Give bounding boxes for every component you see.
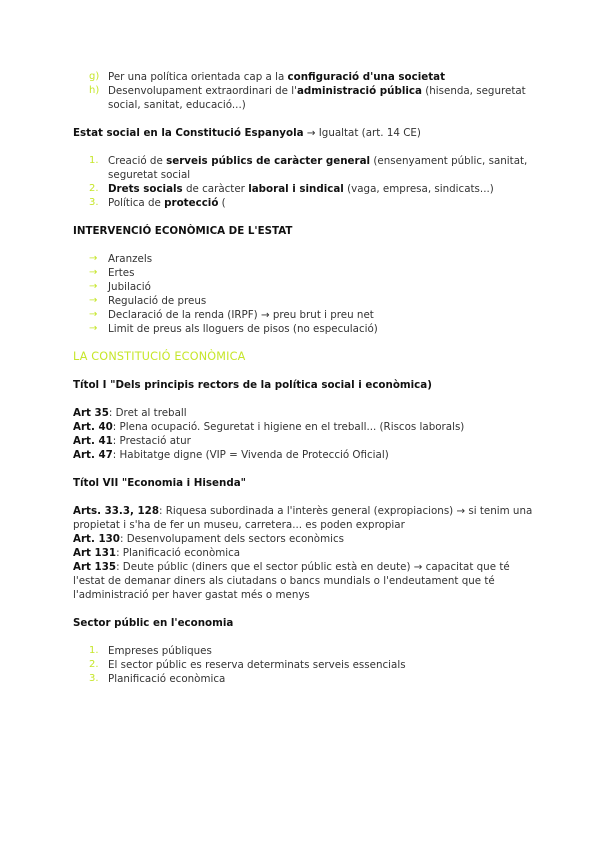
article-text: : Plena ocupació. Seguretat i higiene en el treball... (Riscos laborals) — [112, 421, 465, 433]
titol-1-heading: Títol I "Dels principis rectors de la política social i econòmica) — [73, 379, 432, 391]
article-text: : Dret al treball — [108, 407, 187, 419]
article-label: Art 131 — [73, 547, 117, 559]
article-line — [73, 560, 533, 602]
article-line — [73, 448, 533, 462]
arrow-right-icon: → — [89, 295, 98, 306]
list-text: El sector públic es reserva determinats serveis essencials — [108, 659, 406, 671]
arrow-right-icon: → — [89, 281, 98, 292]
list-estat-social — [73, 154, 533, 210]
article-label: Art. 130 — [73, 533, 120, 545]
article-text: : Desenvolupament dels sectors econòmics — [119, 533, 345, 545]
list-bold: Drets socials — [108, 183, 183, 195]
list-item — [73, 70, 533, 84]
titol-7-heading: Títol VII "Economia i Hisenda" — [73, 477, 247, 489]
list-item — [73, 658, 533, 672]
article-text: : Riquesa subordinada a l'interès general (expropiacions) → si tenim una propietat i s'ha de fer un museu, carretera... es poden expropiar — [73, 505, 533, 531]
arrow-right-icon: → — [89, 309, 98, 320]
article-line — [73, 420, 533, 434]
list-item — [73, 644, 533, 658]
list-rest: ( — [218, 197, 226, 209]
list-text: Regulació de preus — [108, 295, 207, 307]
list-bold-2: laboral i sindical — [248, 183, 344, 195]
list-text: Aranzels — [108, 253, 153, 265]
list-text: Jubilació — [108, 281, 151, 293]
article-label: Art. 47 — [73, 449, 113, 461]
list-marker: h) — [89, 85, 100, 96]
constitucio-title: LA CONSTITUCIÓ ECONÒMICA — [73, 350, 246, 363]
list-text: Limit de preus als lloguers de pisos (no especulació) — [108, 323, 378, 335]
article-label: Art. 40 — [73, 421, 113, 433]
estat-social-heading: Estat social en la Constitució Espanyola — [73, 127, 304, 139]
article-line — [73, 504, 533, 532]
list-marker: 2. — [89, 659, 99, 670]
list-marker: 3. — [89, 197, 99, 208]
list-text: Declaració de la renda (IRPF) → preu brut i preu net — [108, 309, 374, 321]
list-marker: g) — [89, 71, 100, 82]
document-body — [73, 70, 533, 686]
list-item — [73, 308, 533, 322]
list-marker: 1. — [89, 645, 99, 656]
list-item — [73, 672, 533, 686]
list-rest: (hisenda, seguretat social, sanitat, educació...) — [108, 85, 526, 111]
list-item — [73, 252, 533, 266]
list-bold: protecció — [164, 197, 219, 209]
list-bold: serveis públics de caràcter general — [166, 155, 371, 167]
list-item — [73, 154, 533, 182]
list-bold: administració pública — [296, 85, 422, 97]
list-bold: configuració d'una societat — [287, 71, 446, 83]
list-text: Política de — [108, 197, 165, 209]
list-text: Creació de — [108, 155, 167, 167]
list-item — [73, 266, 533, 280]
list-text: Empreses públiques — [108, 645, 212, 657]
article-text: : Habitatge digne (VIP = Vivenda de Protecció Oficial) — [112, 449, 389, 461]
sector-list — [73, 644, 533, 686]
list-item — [73, 196, 533, 210]
list-marker: 1. — [89, 155, 99, 166]
list-item — [73, 294, 533, 308]
article-line — [73, 434, 533, 448]
article-line — [73, 546, 533, 560]
list-text: Ertes — [108, 267, 135, 279]
article-text: : Planificació econòmica — [116, 547, 241, 559]
list-marker: 3. — [89, 673, 99, 684]
arrow-right-icon: → — [89, 323, 98, 334]
arrow-right-icon: → — [89, 253, 98, 264]
estat-social-line — [73, 126, 533, 140]
article-label: Art 35 — [73, 407, 109, 419]
titol-1-lines — [73, 406, 533, 462]
list-text: Per una política orientada cap a la — [108, 71, 288, 83]
article-label: Arts. 33.3, 128 — [73, 505, 159, 517]
titol-7-lines — [73, 504, 533, 602]
list-text: Desenvolupament extraordinari de l' — [108, 85, 297, 97]
intervencio-list — [73, 252, 533, 336]
list-rest: (ensenyament públic, sanitat, seguretat social — [108, 155, 528, 181]
article-label: Art 135 — [73, 561, 117, 573]
list-item — [73, 280, 533, 294]
list-rest: (vaga, empresa, sindicats...) — [343, 183, 494, 195]
list-marker: 2. — [89, 183, 99, 194]
list-item — [73, 182, 533, 196]
intervencio-heading: INTERVENCIÓ ECONÒMICA DE L'ESTAT — [73, 225, 293, 237]
arrow-right-icon: → — [89, 267, 98, 278]
article-label: Art. 41 — [73, 435, 113, 447]
article-line — [73, 532, 533, 546]
list-mid: de caràcter — [182, 183, 249, 195]
sector-heading: Sector públic en l'economia — [73, 617, 234, 629]
article-text: : Deute públic (diners que el sector públic està en deute) → capacitat que té l'estat de demanar diners als ciutadans o bancs mundials o l'endeutament que té l'administració per haver gastat més o menys — [73, 561, 510, 601]
list-item — [73, 322, 533, 336]
article-text: : Prestació atur — [112, 435, 191, 447]
article-line — [73, 406, 533, 420]
list-g-h — [73, 70, 533, 112]
list-text: Planificació econòmica — [108, 673, 226, 685]
estat-social-suffix: → Igualtat (art. 14 CE) — [303, 127, 421, 139]
list-item — [73, 84, 533, 112]
